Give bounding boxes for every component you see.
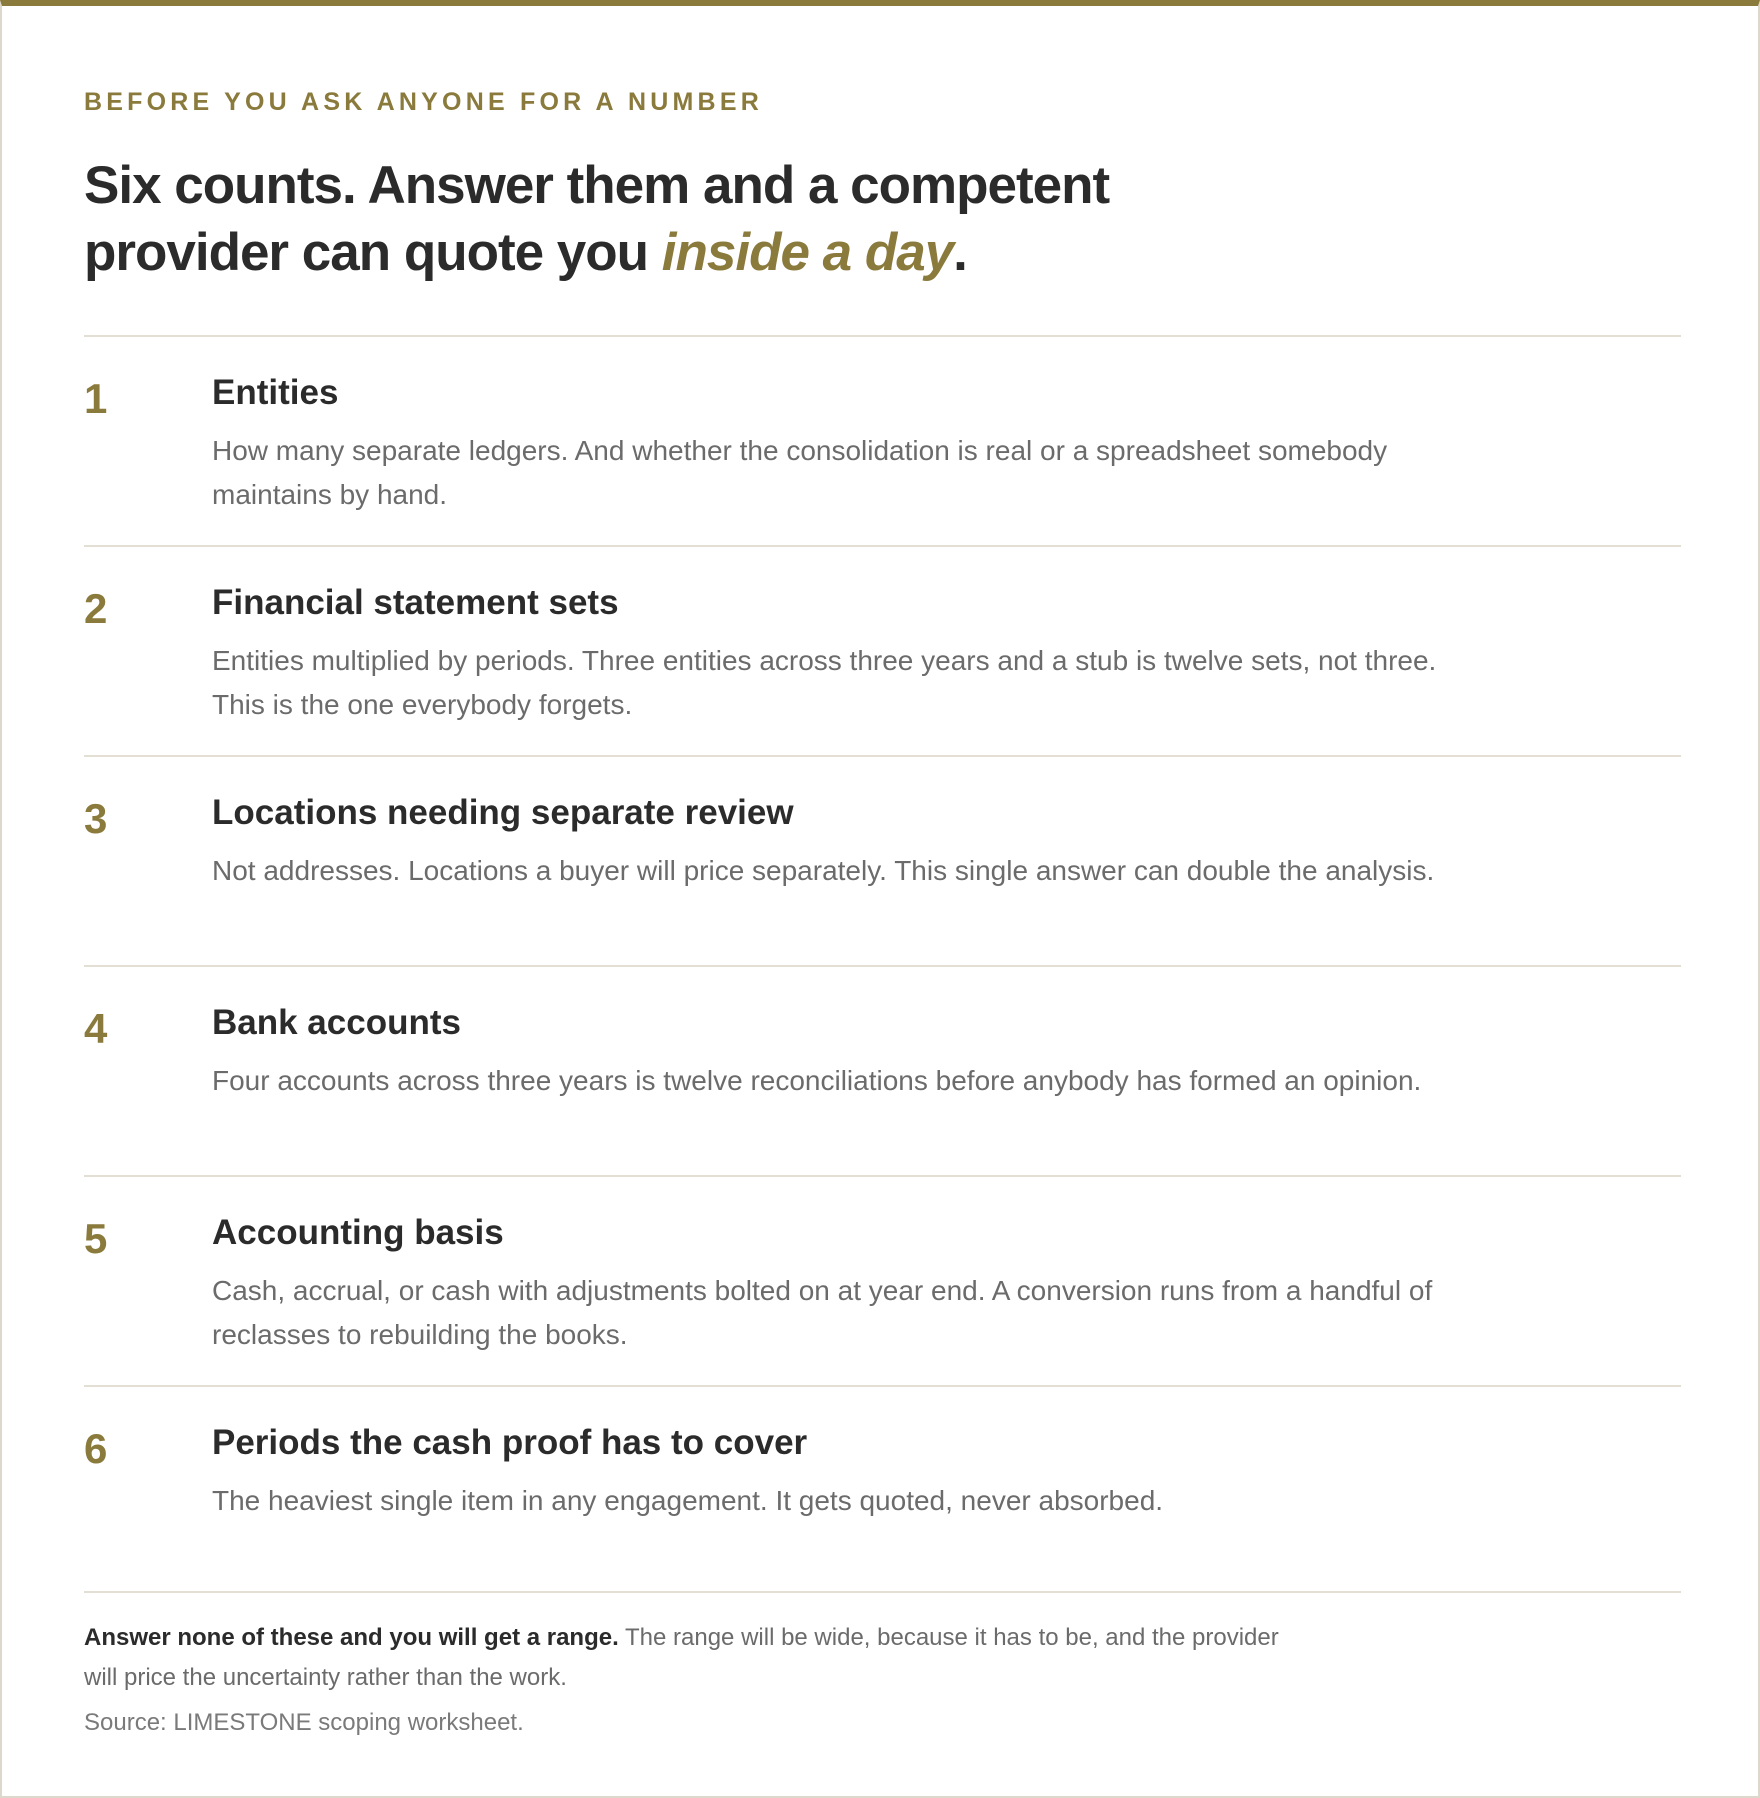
item-number: 5 xyxy=(84,1215,108,1262)
footer-note-body: The range will be wide, because it has to be, and the provider will price the uncertainty rather than the work. xyxy=(84,1624,1279,1691)
headline xyxy=(84,152,1284,286)
item-title: Financial statement sets xyxy=(212,583,619,622)
headline-main: Six counts. Answer them and a competent provider can quote you xyxy=(84,156,1110,282)
list-item xyxy=(84,1177,1681,1387)
item-title: Periods the cash proof has to cover xyxy=(212,1423,808,1462)
eyebrow-label: BEFORE YOU ASK ANYONE FOR A NUMBER xyxy=(84,88,763,116)
item-description: The heaviest single item in any engagement. It gets quoted, never absorbed. xyxy=(212,1485,1164,1516)
footer-divider xyxy=(84,1591,1681,1593)
footer-note-lead: Answer none of these and you will get a range. xyxy=(84,1624,619,1651)
item-description: Cash, accrual, or cash with adjustments bolted on at year end. A conversion runs from a handful of reclasses to rebuilding the books. xyxy=(212,1275,1433,1350)
list-item xyxy=(84,337,1681,547)
footer-note xyxy=(84,1618,1284,1698)
item-number: 1 xyxy=(84,375,108,422)
source-line: Source: LIMESTONE scoping worksheet. xyxy=(84,1709,524,1736)
item-title: Entities xyxy=(212,373,339,412)
item-description: Not addresses. Locations a buyer will price separately. This single answer can double the analysis. xyxy=(212,855,1435,886)
counts-list xyxy=(84,335,1681,1597)
item-number: 6 xyxy=(84,1425,108,1472)
item-description: Four accounts across three years is twelve reconciliations before anybody has formed an opinion. xyxy=(212,1065,1422,1096)
list-item xyxy=(84,967,1681,1177)
list-item xyxy=(84,547,1681,757)
item-title: Locations needing separate review xyxy=(212,793,794,832)
item-description: Entities multiplied by periods. Three entities across three years and a stub is twelve sets, not three. This is the one everybody forgets. xyxy=(212,645,1437,720)
headline-highlight: inside a day xyxy=(661,223,954,282)
item-number: 2 xyxy=(84,585,108,632)
headline-end: . xyxy=(953,223,967,282)
item-title: Accounting basis xyxy=(212,1213,504,1252)
item-number: 4 xyxy=(84,1005,108,1052)
item-number: 3 xyxy=(84,795,108,842)
list-item xyxy=(84,757,1681,967)
list-item xyxy=(84,1387,1681,1597)
item-title: Bank accounts xyxy=(212,1003,461,1042)
item-description: How many separate ledgers. And whether the consolidation is real or a spreadsheet somebody maintains by hand. xyxy=(212,435,1388,510)
